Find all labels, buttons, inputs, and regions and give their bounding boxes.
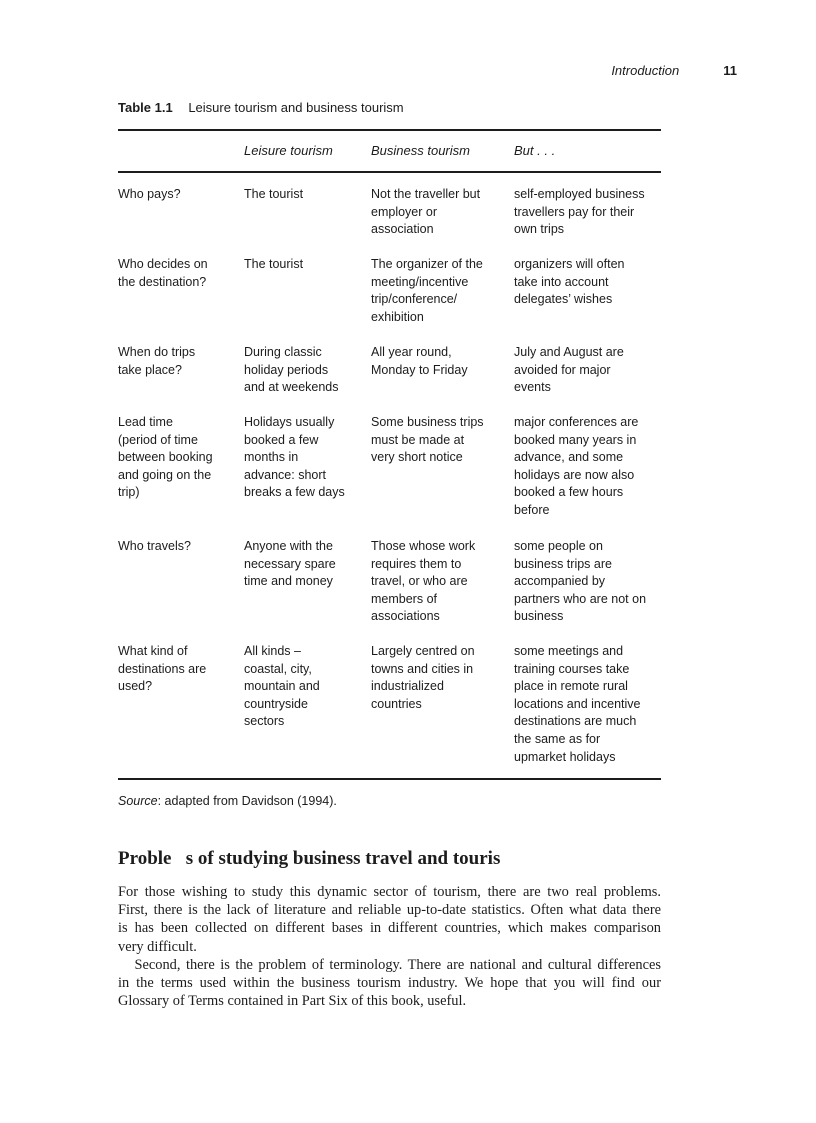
cell-line: the same as for (514, 731, 601, 746)
cell-line: The tourist (244, 187, 304, 201)
cell-business (371, 186, 504, 239)
cell-line: breaks a few days (244, 485, 345, 500)
cell-line: The organizer of the (371, 257, 483, 271)
cell-line: take place? (118, 362, 182, 377)
cell-line: months in (244, 450, 299, 465)
source-text: : adapted from Davidson (1994). (157, 794, 337, 808)
cell-line: between booking (118, 450, 213, 465)
cell-line: organizers will often (514, 257, 625, 271)
cell-line: coastal, city, (244, 661, 312, 676)
cell-leisure (244, 344, 366, 397)
cell-line: events (514, 380, 551, 395)
cell-but (514, 414, 664, 520)
body-paragraph-1 (118, 883, 661, 956)
source-label: Source (118, 794, 158, 808)
cell-question (118, 538, 240, 556)
cell-line: booked a few hours (514, 485, 624, 500)
cell-question (118, 643, 240, 696)
paragraph-line: is has been collected on different bases in different countries, which makes comparison (118, 920, 661, 937)
cell-line: countryside (244, 696, 308, 711)
cell-leisure (244, 538, 366, 591)
cell-line: meeting/incentive (371, 274, 469, 289)
cell-line: Who travels? (118, 539, 191, 553)
cell-line: Largely centred on (371, 644, 475, 658)
cell-business (371, 256, 504, 326)
cell-line: locations and incentive (514, 696, 641, 711)
body-paragraph-2 (118, 956, 661, 1011)
table-source (118, 794, 337, 808)
cell-line: requires them to (371, 556, 462, 571)
cell-line: Some business trips (371, 415, 484, 429)
running-title: Introduction (611, 63, 680, 78)
cell-line: members of (371, 591, 437, 606)
cell-line: avoided for major (514, 362, 611, 377)
cell-line: holiday periods (244, 362, 329, 377)
cell-question (118, 344, 240, 379)
paragraph-line: For those wishing to study this dynamic sector of tourism, there are two real problems. (118, 884, 661, 900)
cell-line: accompanied by (514, 574, 606, 589)
cell-line: business (514, 609, 564, 624)
cell-line: All kinds – (244, 644, 301, 658)
table-caption-text: Leisure tourism and business tourism (188, 100, 404, 115)
cell-line: some people on (514, 539, 603, 553)
cell-line: mountain and (244, 679, 320, 694)
cell-line: own trips (514, 222, 565, 237)
cell-line: major conferences are (514, 415, 639, 429)
table-bottom-rule (118, 778, 661, 780)
cell-line: trip) (118, 485, 140, 500)
cell-line: booked a few (244, 432, 319, 447)
cell-line: What kind of (118, 644, 188, 658)
cell-line: Holidays usually (244, 415, 335, 429)
cell-line: destinations are much (514, 714, 637, 729)
cell-line: Not the traveller but (371, 187, 481, 201)
cell-line: advance: short (244, 467, 326, 482)
cell-line: Who pays? (118, 187, 181, 201)
paragraph-line: Glossary of Terms contained in Part Six of this book, useful. (118, 993, 467, 1010)
cell-line: travel, or who are (371, 574, 468, 589)
cell-line: and going on the (118, 467, 212, 482)
cell-but (514, 186, 664, 239)
cell-line: training courses take (514, 661, 630, 676)
cell-question (118, 414, 240, 502)
column-header-leisure: Leisure tourism (244, 143, 333, 158)
cell-leisure (244, 414, 366, 502)
page-number: 11 (723, 63, 737, 78)
cell-line: July and August are (514, 345, 624, 359)
cell-but (514, 643, 664, 766)
cell-line: All year round, (371, 345, 452, 359)
cell-question (118, 186, 240, 204)
cell-business (371, 414, 504, 467)
cell-line: During classic (244, 345, 322, 359)
cell-line: association (371, 222, 434, 237)
cell-line: countries (371, 696, 422, 711)
cell-line: some meetings and (514, 644, 624, 658)
cell-question (118, 256, 240, 291)
cell-line: Those whose work (371, 539, 476, 553)
cell-line: upmarket holidays (514, 749, 616, 764)
cell-line: very short notice (371, 450, 463, 465)
paragraph-line: First, there is the lack of literature and reliable up-to-date statistics. Often what data there (118, 902, 661, 919)
cell-line: place in remote rural (514, 679, 628, 694)
cell-line: (period of time (118, 432, 198, 447)
cell-line: before (514, 502, 550, 517)
cell-line: associations (371, 609, 440, 624)
cell-line: The tourist (244, 257, 304, 271)
cell-line: advance, and some (514, 450, 624, 465)
paragraph-line: very difficult. (118, 938, 197, 955)
cell-line: used? (118, 679, 153, 694)
cell-line: sectors (244, 714, 285, 729)
cell-but (514, 344, 664, 397)
cell-line: Lead time (118, 415, 173, 429)
cell-line: Who decides on (118, 257, 208, 271)
cell-business (371, 344, 504, 379)
cell-line: time and money (244, 574, 333, 589)
cell-leisure (244, 186, 366, 204)
cell-line: partners who are not on (514, 591, 647, 606)
cell-line: booked many years in (514, 432, 637, 447)
cell-line: holidays are now also (514, 467, 635, 482)
cell-leisure (244, 256, 366, 274)
cell-line: the destination? (118, 274, 207, 289)
cell-line: industrialized (371, 679, 444, 694)
cell-business (371, 643, 504, 713)
cell-line: necessary spare (244, 556, 336, 571)
cell-but (514, 256, 664, 309)
cell-but (514, 538, 664, 626)
cell-line: must be made at (371, 432, 465, 447)
cell-leisure (244, 643, 366, 731)
cell-line: delegates’ wishes (514, 292, 613, 307)
cell-line: and at weekends (244, 380, 339, 395)
table-caption (118, 100, 404, 115)
section-heading: Proble s of studying business travel and touris (118, 848, 501, 869)
cell-line: Anyone with the (244, 539, 333, 553)
cell-line: travellers pay for their (514, 204, 635, 219)
cell-line: business trips are (514, 556, 612, 571)
table-header-rule (118, 171, 661, 173)
column-header-but: But . . . (514, 143, 556, 158)
paragraph-line: in the terms used within the business tourism industry. We hope that you will find our (118, 975, 661, 992)
cell-line: take into account (514, 274, 609, 289)
cell-line: self-employed business (514, 187, 645, 201)
table-top-rule (118, 129, 661, 131)
paragraph-line: Second, there is the problem of terminology. There are national and cultural differences (118, 957, 661, 973)
cell-business (371, 538, 504, 626)
cell-line: employer or (371, 204, 437, 219)
cell-line: trip/conference/ (371, 292, 458, 307)
cell-line: destinations are (118, 661, 207, 676)
cell-line: When do trips (118, 345, 196, 359)
running-head (500, 63, 737, 78)
cell-line: towns and cities in (371, 661, 474, 676)
table-caption-label: Table 1.1 (118, 100, 173, 115)
column-header-business: Business tourism (371, 143, 470, 158)
cell-line: exhibition (371, 309, 424, 324)
cell-line: Monday to Friday (371, 362, 468, 377)
